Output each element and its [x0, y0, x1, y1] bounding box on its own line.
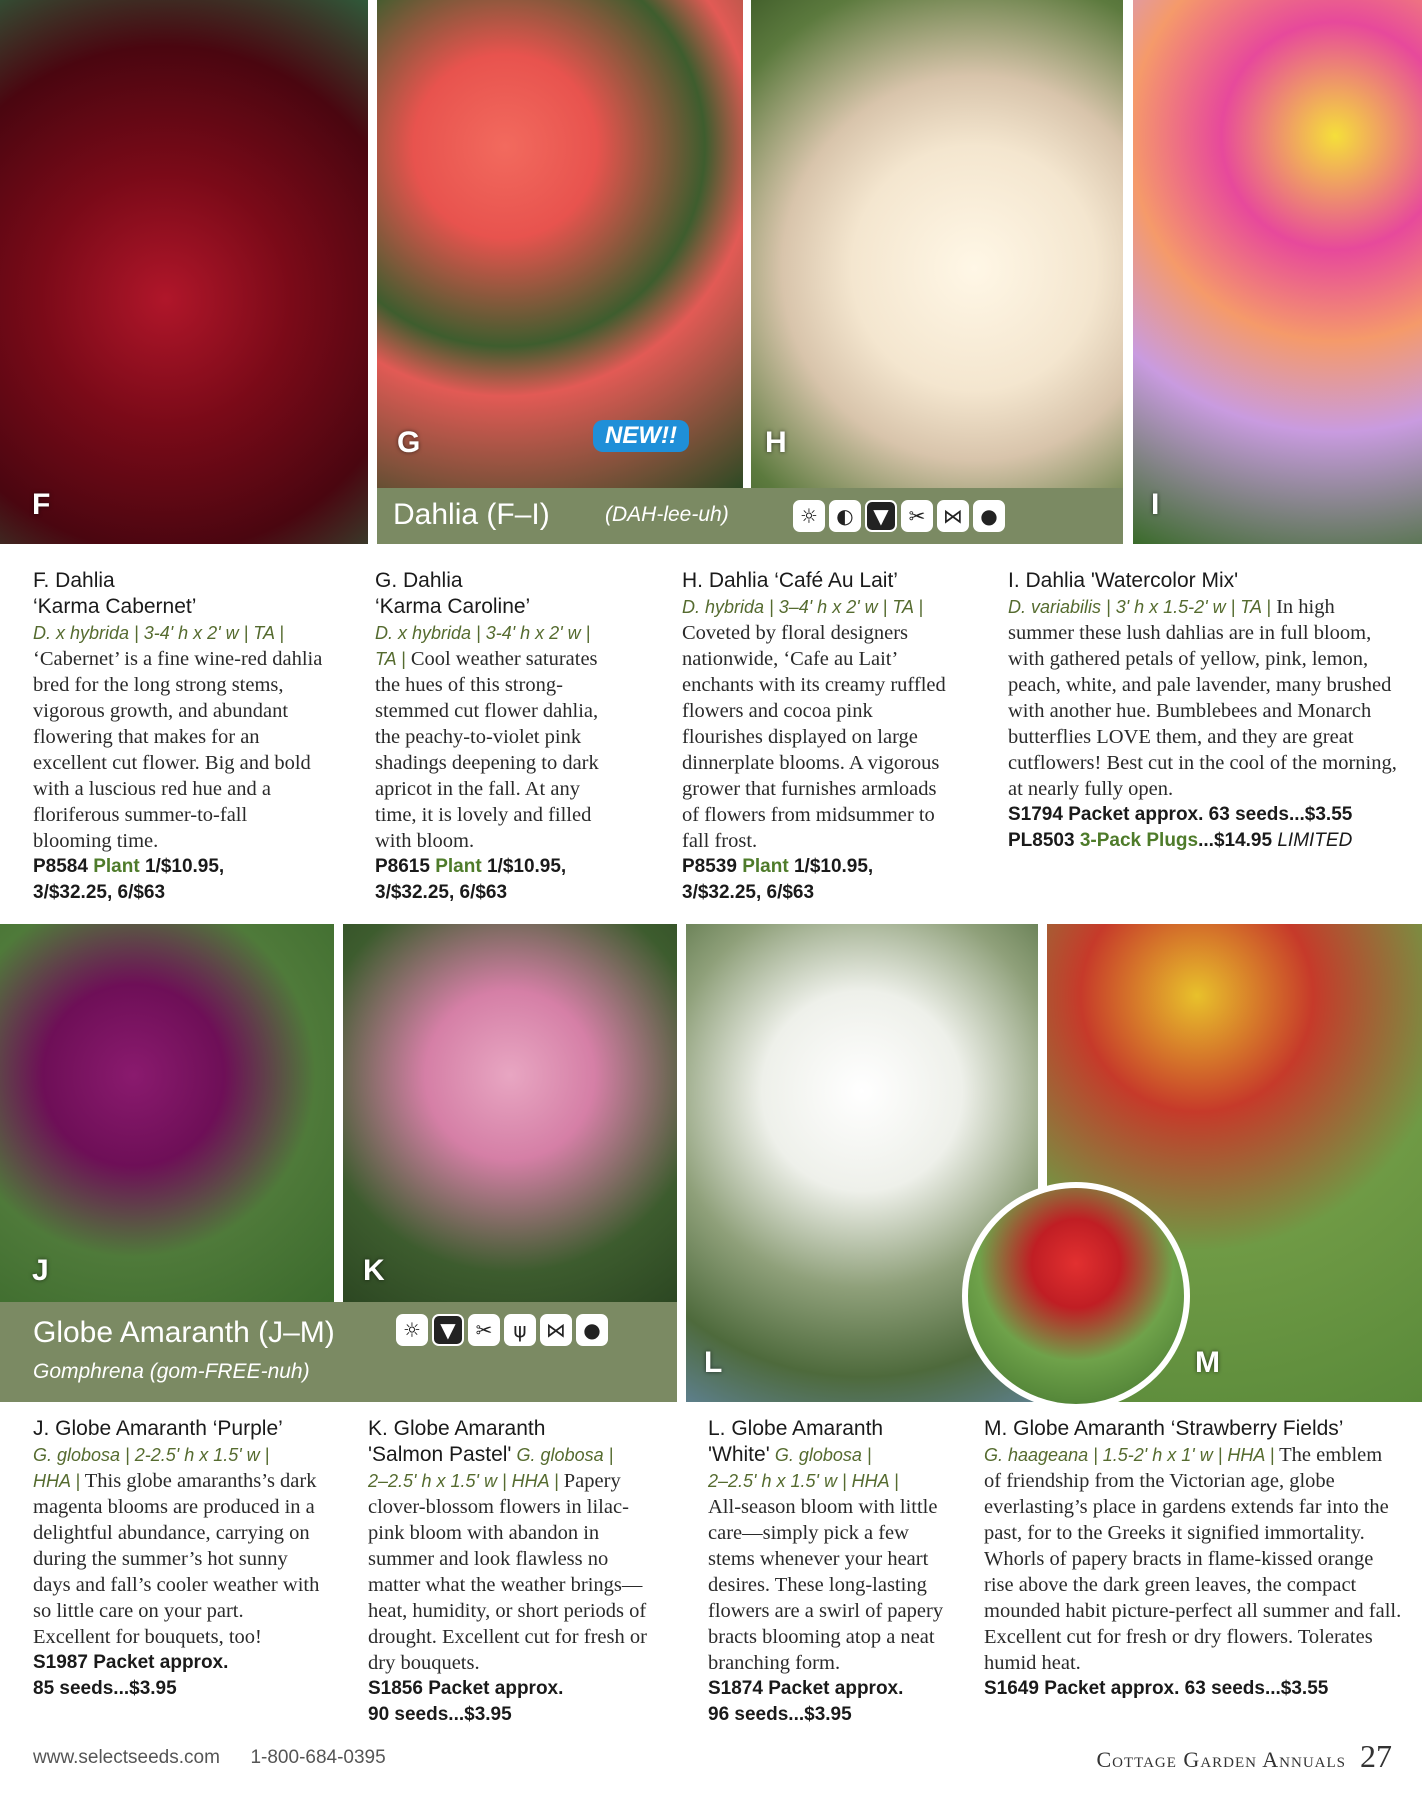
dahlia-section-header — [377, 488, 1123, 544]
bee-icon: ● — [973, 500, 1005, 532]
inset-photo-strawberry-fields-closeup — [962, 1182, 1190, 1410]
price: 1/$10.95, — [144, 856, 225, 877]
photo-letter: L — [704, 1346, 723, 1379]
entry-meta: D. variabilis | 3' h x 1.5-2' w | TA | — [1008, 597, 1271, 617]
entry-cultivar: 'White' — [708, 1443, 770, 1466]
growing-icons — [793, 500, 1005, 532]
price: 1/$10.95, — [793, 856, 874, 877]
photo-letter: F — [32, 488, 51, 521]
page-folio — [1096, 1738, 1392, 1775]
butterfly-icon: ⋈ — [540, 1314, 572, 1346]
entry-f — [33, 568, 323, 906]
entry-g — [375, 568, 625, 906]
entry-meta: G. globosa | — [774, 1445, 872, 1465]
item-code: P8539 — [682, 856, 737, 877]
photo-letter: H — [765, 426, 787, 459]
genus-name: Gomphrena (gom-FREE-nuh) — [33, 1360, 310, 1383]
photo-letter: K — [363, 1254, 385, 1287]
section-name: Cottage Garden Annuals — [1096, 1747, 1346, 1772]
price: ...$14.95 — [1198, 830, 1273, 851]
scissors-icon: ✂ — [468, 1314, 500, 1346]
entry-k — [368, 1416, 658, 1728]
entry-description: In high summer these lush dahlias are in full bloom, with gathered petals of yellow, pink, lemon, peach, white, and pale lavender, many brushed with another hue. Bumblebees and Monarch butterflies LOVE them, and they are great cutflowers! Best cut in the cool of the morning, at nearly fully open. — [1008, 596, 1397, 800]
photo-globe-amaranth-purple — [0, 924, 334, 1302]
photo-letter: G — [397, 426, 421, 459]
item-code: P8584 — [33, 856, 88, 877]
entry-meta: D. x hybrida | 3-4' h x 2' w | — [375, 623, 591, 643]
price: 3/$32.25, 6/$63 — [682, 882, 815, 903]
price: 85 seeds...$3.95 — [33, 1678, 177, 1699]
price: 3/$32.25, 6/$63 — [375, 882, 508, 903]
entry-cultivar: 'Salmon Pastel' — [368, 1443, 512, 1466]
price: 1/$10.95, — [486, 856, 567, 877]
entry-meta: 2–2.5' h x 1.5' w | HHA | — [368, 1471, 559, 1491]
price: S1874 Packet approx. — [708, 1678, 904, 1699]
pronunciation: (DAH-lee-uh) — [605, 503, 729, 526]
entry-meta: D. x hybrida | 3-4' h x 2' w | TA | — [33, 623, 284, 643]
entry-m — [984, 1416, 1402, 1702]
entry-heading: F. Dahlia — [33, 569, 115, 592]
entry-heading: L. Globe Amaranth — [708, 1417, 884, 1440]
phone-number: 1-800-684-0395 — [250, 1747, 386, 1768]
entry-j — [33, 1416, 323, 1702]
entry-meta: HHA | — [33, 1471, 81, 1491]
price: 96 seeds...$3.95 — [708, 1704, 852, 1725]
photo-dahlia-karma-caroline — [377, 0, 743, 488]
entry-meta: TA | — [375, 649, 406, 669]
entry-description: ‘Cabernet’ is a fine wine-red dahlia bred for the long strong stems, vigorous growth, and abundant flowering that makes for an excellent cut flower. Big and bold with a luscious red hue and a floriferous summer-to-fall blooming time. — [33, 648, 323, 852]
photo-dahlia-watercolor-mix — [1133, 0, 1422, 544]
item-kind: Plant — [435, 856, 482, 877]
bee-icon: ● — [576, 1314, 608, 1346]
entry-heading: K. Globe Amaranth — [368, 1417, 546, 1440]
price: 90 seeds...$3.95 — [368, 1704, 512, 1725]
entry-h — [682, 568, 950, 906]
item-kind: Plant — [742, 856, 789, 877]
photo-dahlia-cafe-au-lait — [751, 0, 1123, 488]
limited-label: LIMITED — [1277, 830, 1353, 851]
photo-letter: I — [1151, 488, 1160, 521]
entry-cultivar: ‘Karma Cabernet’ — [33, 595, 197, 618]
container-icon: ▼ — [432, 1314, 464, 1346]
entry-heading: H. Dahlia ‘Café Au Lait’ — [682, 569, 898, 592]
section-title: Globe Amaranth (J–M) — [33, 1316, 335, 1349]
price: 3/$32.25, 6/$63 — [33, 882, 166, 903]
photo-letter: M — [1195, 1346, 1220, 1379]
price: S1856 Packet approx. — [368, 1678, 564, 1699]
footer-contact — [33, 1747, 386, 1769]
entry-description: The emblem of friendship from the Victorian age, globe everlasting’s place in gardens extends far into the past, for to the Greeks it signified immortality. Whorls of papery bracts in flame-kissed orange rise above the dark green leaves, the compact mounded habit picture-perfect all summer and fall. Excellent cut for fresh or dry flowers. Tolerates humid heat. — [984, 1444, 1402, 1674]
entry-heading: J. Globe Amaranth ‘Purple’ — [33, 1417, 283, 1440]
photo-globe-amaranth-salmon-pastel — [343, 924, 677, 1302]
price: S1987 Packet approx. — [33, 1652, 229, 1673]
entry-cultivar: ‘Karma Caroline’ — [375, 595, 531, 618]
section-title: Dahlia (F–I) — [393, 498, 550, 531]
item-kind: 3-Pack Plugs — [1079, 830, 1199, 851]
price: S1794 Packet approx. 63 seeds...$3.55 — [1008, 804, 1353, 825]
entry-heading: I. Dahlia 'Watercolor Mix' — [1008, 569, 1239, 592]
item-code: PL8503 — [1008, 830, 1075, 851]
container-icon: ▼ — [865, 500, 897, 532]
scissors-icon: ✂ — [901, 500, 933, 532]
entry-meta: G. globosa | — [516, 1445, 614, 1465]
entry-description: Cool weather saturates the hues of this strong-stemmed cut flower dahlia, the peachy-to-violet pink shadings deepening to dark apricot in the fall. At any time, it is lovely and filled with bloom. — [375, 648, 599, 852]
entry-meta: 2–2.5' h x 1.5' w | HHA | — [708, 1471, 899, 1491]
photo-letter: J — [32, 1254, 49, 1287]
item-code: P8615 — [375, 856, 430, 877]
price: S1649 Packet approx. 63 seeds...$3.55 — [984, 1678, 1329, 1699]
entry-l — [708, 1416, 948, 1728]
entry-description: Papery clover-blossom flowers in lilac-pink bloom with abandon in summer and look flawless no matter what the weather brings—heat, humidity, or short periods of drought. Excellent cut for fresh or dry bouquets. — [368, 1470, 647, 1674]
butterfly-icon: ⋈ — [937, 500, 969, 532]
entry-heading: M. Globe Amaranth ‘Strawberry Fields’ — [984, 1417, 1344, 1440]
cactus-icon: ψ — [504, 1314, 536, 1346]
entry-i — [1008, 568, 1404, 854]
item-kind: Plant — [93, 856, 140, 877]
growing-icons — [396, 1314, 608, 1346]
entry-heading: G. Dahlia — [375, 569, 463, 592]
half-shade-icon: ◐ — [829, 500, 861, 532]
page-number: 27 — [1360, 1738, 1392, 1774]
photo-dahlia-karma-cabernet — [0, 0, 368, 544]
website-link[interactable]: www.selectseeds.com — [33, 1747, 220, 1768]
entry-meta: G. haageana | 1.5-2' h x 1' w | HHA | — [984, 1445, 1275, 1465]
entry-meta: G. globosa | 2-2.5' h x 1.5' w | — [33, 1445, 270, 1465]
new-badge: NEW!! — [593, 420, 689, 452]
globe-amaranth-section-header — [0, 1302, 677, 1402]
entry-description: This globe amaranths’s dark magenta blooms are produced in a delightful abundance, carrying on during the summer’s hot sunny days and fall’s cooler weather with so little care on your part. Excellent for bouquets, too! — [33, 1470, 320, 1648]
entry-description: Coveted by floral designers nationwide, ‘Cafe au Lait’ enchants with its creamy ruffled flowers and cocoa pink flourishes displayed on large dinnerplate blooms. A vigorous grower that furnishes armloads of flowers from midsummer to fall frost. — [682, 622, 946, 852]
sun-icon: ☼ — [793, 500, 825, 532]
sun-icon: ☼ — [396, 1314, 428, 1346]
entry-description: All-season bloom with little care—simply pick a few stems whenever your heart desires. These long-lasting flowers are a swirl of papery bracts blooming atop a neat branching form. — [708, 1496, 944, 1674]
entry-meta: D. hybrida | 3–4' h x 2' w | TA | — [682, 597, 923, 617]
